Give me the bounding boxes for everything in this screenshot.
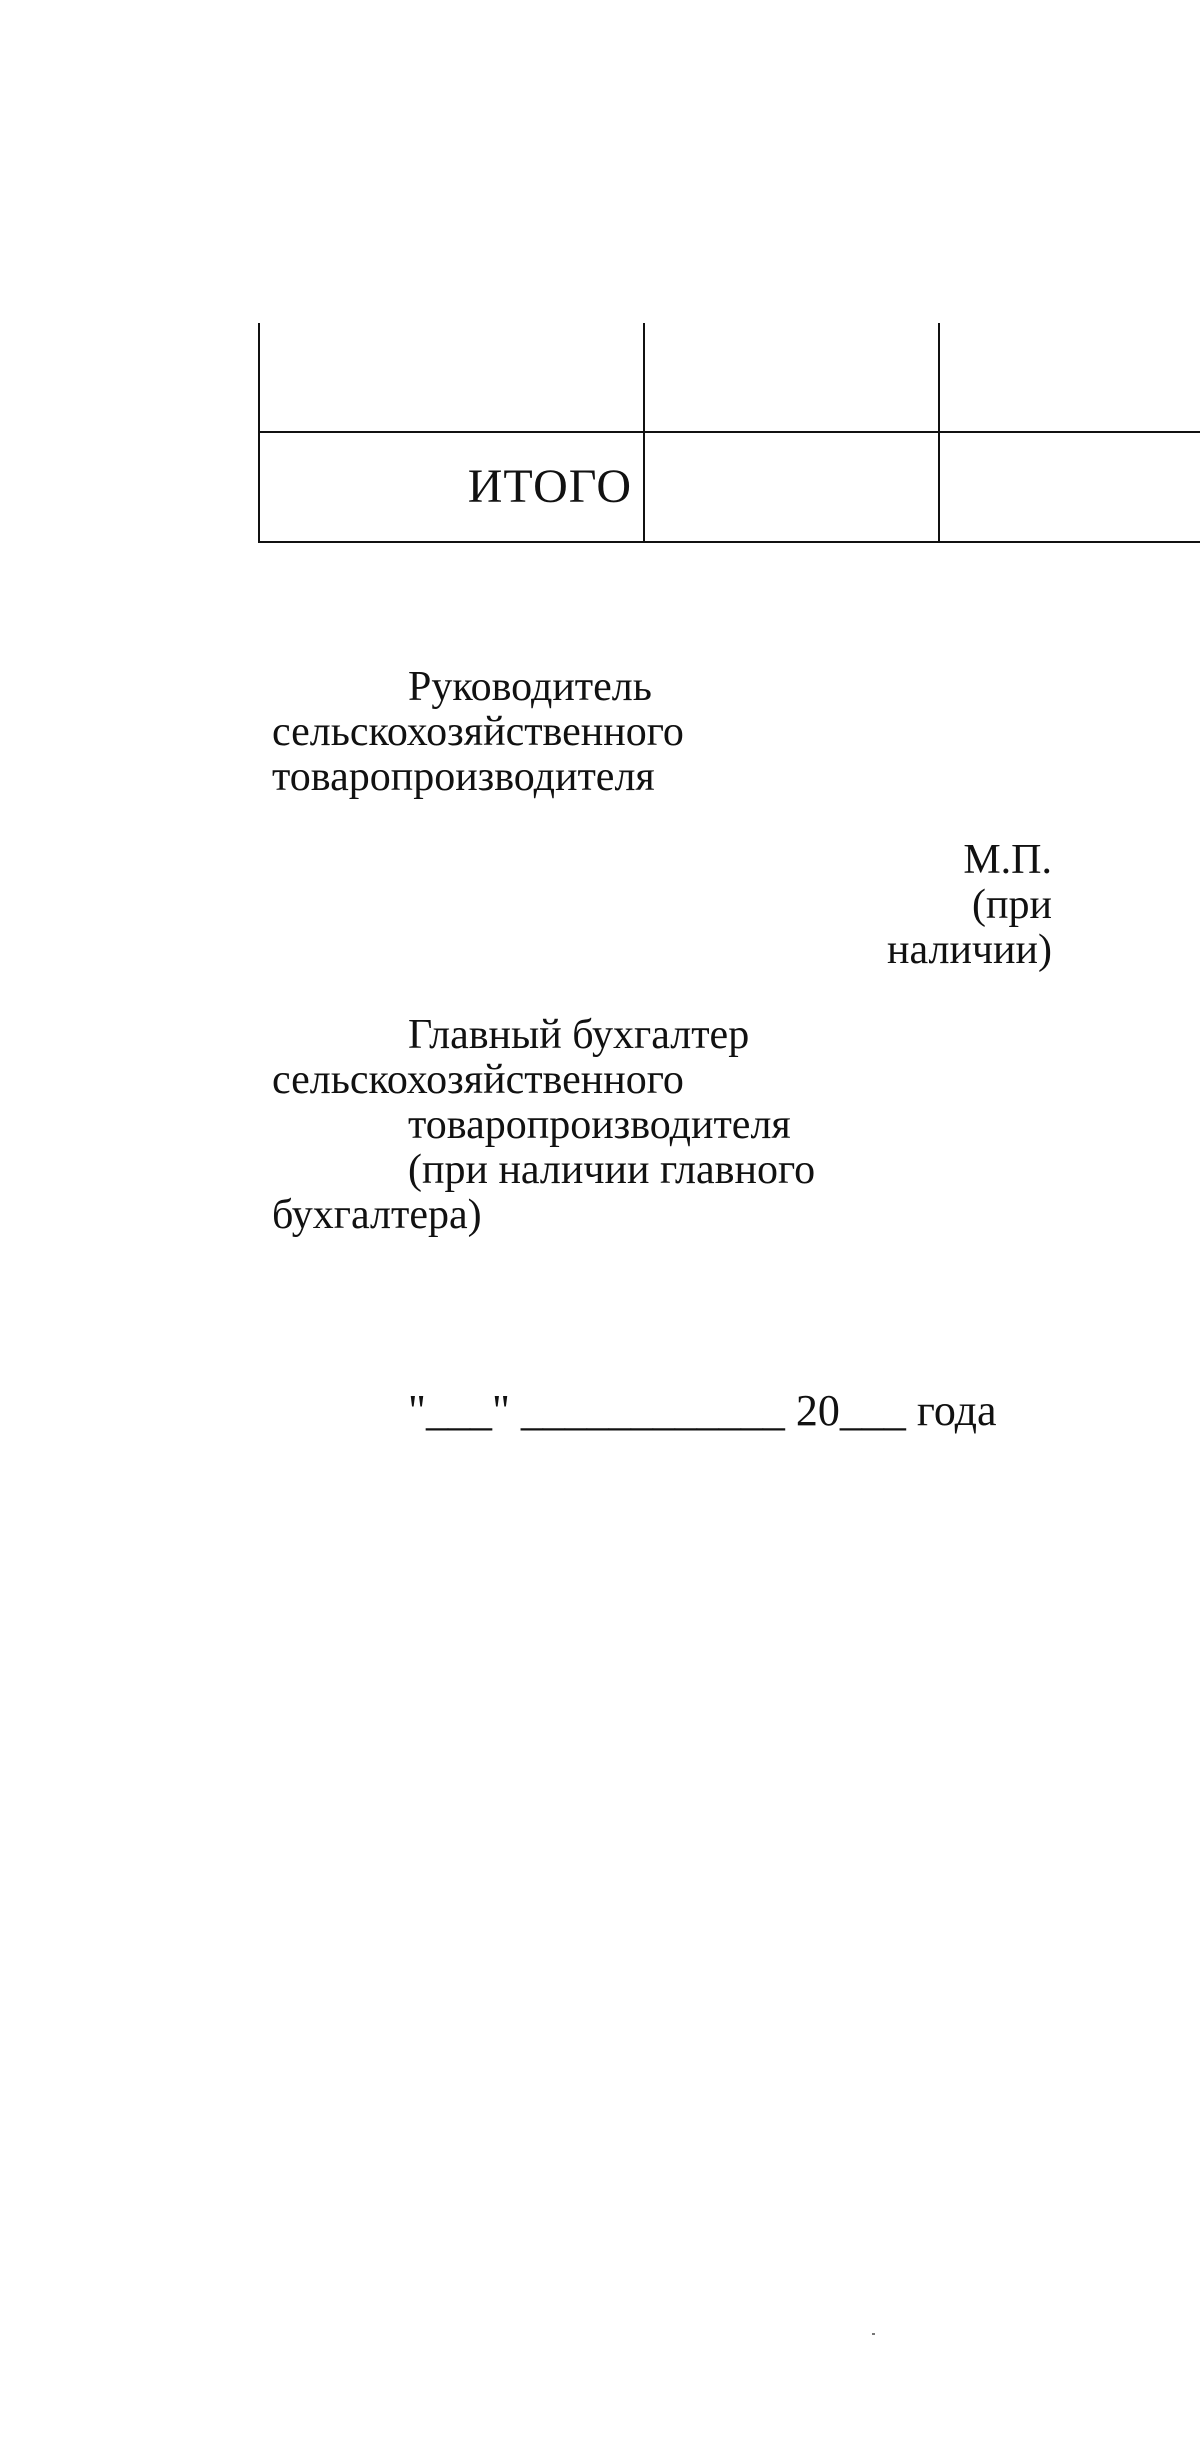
director-title-line-2: сельскохозяйственного: [272, 709, 684, 755]
scan-artifact: [872, 2333, 875, 2335]
total-row-label: ИТОГО: [467, 460, 632, 513]
director-signature-block: [272, 665, 684, 800]
stamp-line-1: М.П.: [963, 837, 1052, 883]
table-column-divider-1: [643, 323, 645, 543]
table-column-divider-2: [938, 323, 940, 543]
chief-accountant-line-1: Главный бухгалтер: [408, 1012, 750, 1058]
date-field-line: "___" ____________ 20___ года: [408, 1386, 997, 1435]
chief-accountant-line-4: (при наличии главного: [408, 1147, 816, 1193]
director-title-line-3: товаропроизводителя: [272, 754, 655, 800]
director-title-line-1: Руководитель: [408, 664, 652, 710]
table-border-bottom: [258, 541, 1200, 543]
chief-accountant-line-3: товаропроизводителя: [408, 1102, 791, 1148]
stamp-placeholder: [887, 838, 1052, 973]
chief-accountant-signature-block: [272, 1013, 815, 1238]
chief-accountant-line-2: сельскохозяйственного: [272, 1057, 684, 1103]
chief-accountant-line-5: бухгалтера): [272, 1192, 482, 1238]
totals-table: [258, 323, 1200, 545]
stamp-line-3: наличии): [887, 927, 1052, 973]
stamp-line-2: (при: [972, 882, 1052, 928]
